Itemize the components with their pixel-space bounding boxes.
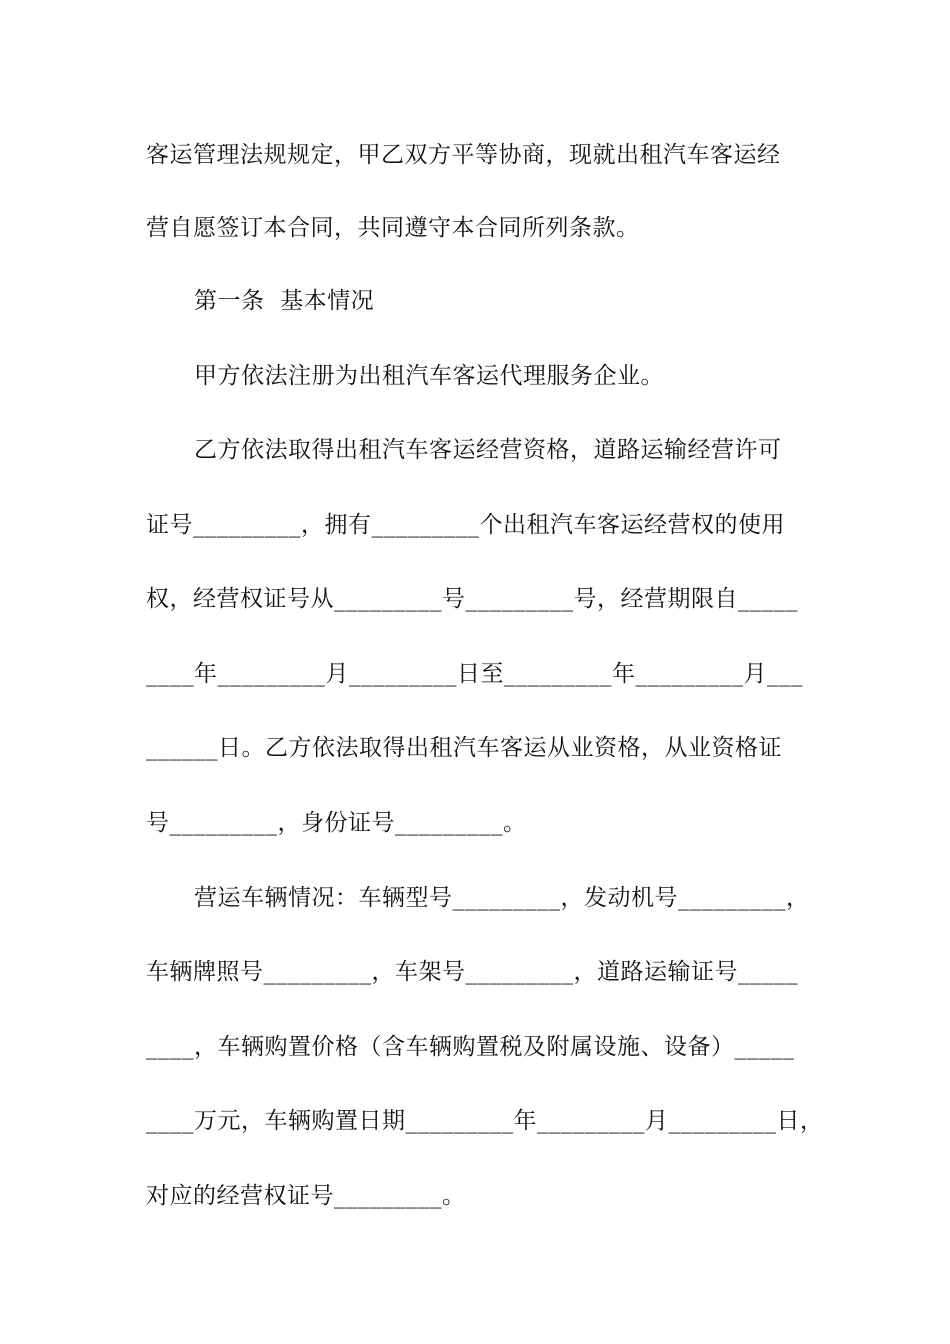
text-line-8: ____年_________月_________日至_________年_________月___ <box>146 661 803 687</box>
text-line-10: 号_________，身份证号_________。 <box>146 810 527 836</box>
text-line-1: 客运管理法规规定，甲乙双方平等协商，现就出租汽车客运经 <box>146 142 781 168</box>
article-heading: 第一条 基本情况 <box>194 288 375 314</box>
text-line-5: 乙方依法取得出租汽车客运经营资格，道路运输经营许可 <box>194 437 782 463</box>
text-line-11: 营运车辆情况：车辆型号_________，发动机号_________， <box>194 885 810 911</box>
text-line-7: 权，经营权证号从_________号_________号，经营期限自_____ <box>146 586 798 612</box>
text-line-14: ____万元，车辆购置日期_________年_________月_________日， <box>146 1108 824 1134</box>
text-line-2: 营自愿签订本合同，共同遵守本合同所列条款。 <box>146 215 640 241</box>
text-line-15: 对应的经营权证号_________。 <box>146 1183 466 1209</box>
text-line-13: ____，车辆购置价格（含车辆购置税及附属设施、设备）_____ <box>146 1034 795 1060</box>
text-line-12: 车辆牌照号_________，车架号_________，道路运输证号_____ <box>146 959 798 985</box>
text-line-4: 甲方依法注册为出租汽车客运代理服务企业。 <box>194 363 664 389</box>
text-line-9: ______日。乙方依法取得出租汽车客运从业资格，从业资格证 <box>146 735 782 761</box>
text-line-6: 证号_________，拥有_________个出租汽车客运经营权的使用 <box>146 512 785 538</box>
